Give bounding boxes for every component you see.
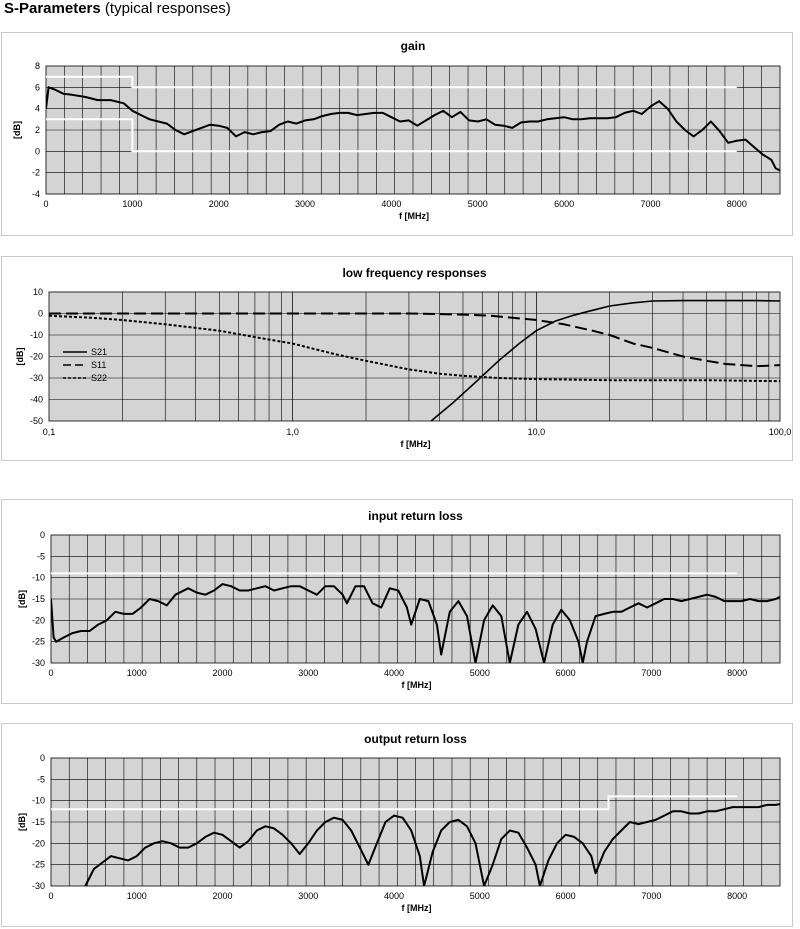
legend-label: S11 <box>91 360 107 370</box>
x-axis-label: f [MHz] <box>401 903 432 913</box>
gain-chart-panel <box>1 32 793 236</box>
x-tick-label: 7000 <box>641 891 662 901</box>
x-tick-label: 0 <box>48 891 54 901</box>
y-tick-label: -30 <box>29 373 43 383</box>
x-tick-label: 7000 <box>641 668 662 678</box>
x-tick-label: 6000 <box>555 891 576 901</box>
x-axis-label: f [MHz] <box>401 680 432 690</box>
y-tick-label: 10 <box>32 287 43 297</box>
y-tick-label: -30 <box>31 881 45 891</box>
page-title-rest: (typical responses) <box>100 0 231 17</box>
x-tick-label: 4000 <box>381 199 402 209</box>
y-axis-label: [dB] <box>17 590 27 608</box>
x-tick-label: 0,1 <box>42 427 56 437</box>
x-tick-label: 1,0 <box>286 427 299 437</box>
x-tick-label: 1000 <box>122 199 143 209</box>
y-tick-label: -10 <box>29 330 43 340</box>
y-tick-label: 2 <box>34 125 40 135</box>
x-tick-label: 4000 <box>384 668 405 678</box>
input-return-loss-chart <box>2 500 792 703</box>
legend-label: S21 <box>91 347 108 357</box>
y-tick-label: -20 <box>31 615 45 626</box>
low-frequency-chart <box>2 257 792 460</box>
y-tick-label: -50 <box>29 416 43 426</box>
low-frequency-chart-panel <box>1 256 793 461</box>
y-tick-label: 0 <box>39 530 45 540</box>
x-tick-label: 6000 <box>555 668 576 678</box>
x-tick-label: 10,0 <box>527 427 546 437</box>
page-title <box>4 0 231 18</box>
legend-label: S22 <box>91 373 108 383</box>
x-tick-label: 6000 <box>554 199 575 209</box>
x-tick-label: 2000 <box>208 199 229 209</box>
x-tick-label: 3000 <box>298 891 319 901</box>
x-tick-label: 8000 <box>727 891 748 901</box>
chart-title: input return loss <box>368 509 463 523</box>
y-tick-label: -20 <box>29 351 43 362</box>
input-return-loss-chart-panel <box>1 499 793 704</box>
grid <box>51 758 780 886</box>
output-return-loss-chart-panel <box>1 723 793 927</box>
y-axis-label: [dB] <box>12 121 22 139</box>
grid <box>46 66 780 194</box>
x-tick-label: 2000 <box>212 891 233 901</box>
x-tick-label: 1000 <box>126 891 147 901</box>
y-tick-label: -5 <box>36 551 45 562</box>
y-tick-label: -10 <box>31 795 45 806</box>
y-tick-label: -10 <box>31 572 45 583</box>
page-title-bold: S-Parameters <box>4 0 101 17</box>
y-tick-label: 6 <box>34 82 40 93</box>
x-tick-label: 5000 <box>469 668 490 678</box>
y-tick-label: -15 <box>31 817 45 827</box>
x-tick-label: 8000 <box>726 199 747 209</box>
y-tick-label: -4 <box>31 189 40 199</box>
y-tick-label: -40 <box>29 394 43 405</box>
y-axis-label: [dB] <box>15 347 25 366</box>
x-tick-label: 5000 <box>469 891 490 901</box>
y-axis-label: [dB] <box>17 813 27 831</box>
x-axis-label: f [MHz] <box>400 439 431 449</box>
x-tick-label: 0 <box>43 199 49 209</box>
x-tick-label: 1000 <box>126 668 147 678</box>
y-tick-label: 0 <box>39 753 45 763</box>
y-tick-label: -15 <box>31 594 45 604</box>
x-tick-label: 100,0 <box>768 427 792 437</box>
y-tick-label: -25 <box>31 859 45 870</box>
y-tick-label: 4 <box>34 103 40 114</box>
y-tick-label: -2 <box>31 167 40 178</box>
y-tick-label: 8 <box>34 61 40 71</box>
x-tick-label: 3000 <box>295 199 316 209</box>
x-tick-label: 4000 <box>384 891 405 901</box>
x-tick-label: 5000 <box>467 199 488 209</box>
chart-title: gain <box>400 39 426 53</box>
y-tick-label: -30 <box>31 658 45 668</box>
y-tick-label: 0 <box>34 146 40 157</box>
x-tick-label: 3000 <box>298 668 319 678</box>
y-tick-label: -20 <box>31 838 45 849</box>
x-axis-label: f [MHz] <box>399 211 429 221</box>
gain-chart <box>2 33 792 235</box>
y-tick-label: 0 <box>37 308 43 319</box>
x-tick-label: 7000 <box>640 199 661 209</box>
chart-title: output return loss <box>364 732 467 746</box>
y-tick-label: -25 <box>31 636 45 647</box>
output-return-loss-chart <box>2 724 792 926</box>
x-tick-label: 0 <box>48 668 54 678</box>
x-tick-label: 2000 <box>212 668 233 678</box>
y-tick-label: -5 <box>36 774 45 785</box>
x-tick-label: 8000 <box>727 668 748 678</box>
chart-title: low frequency responses <box>342 266 487 280</box>
